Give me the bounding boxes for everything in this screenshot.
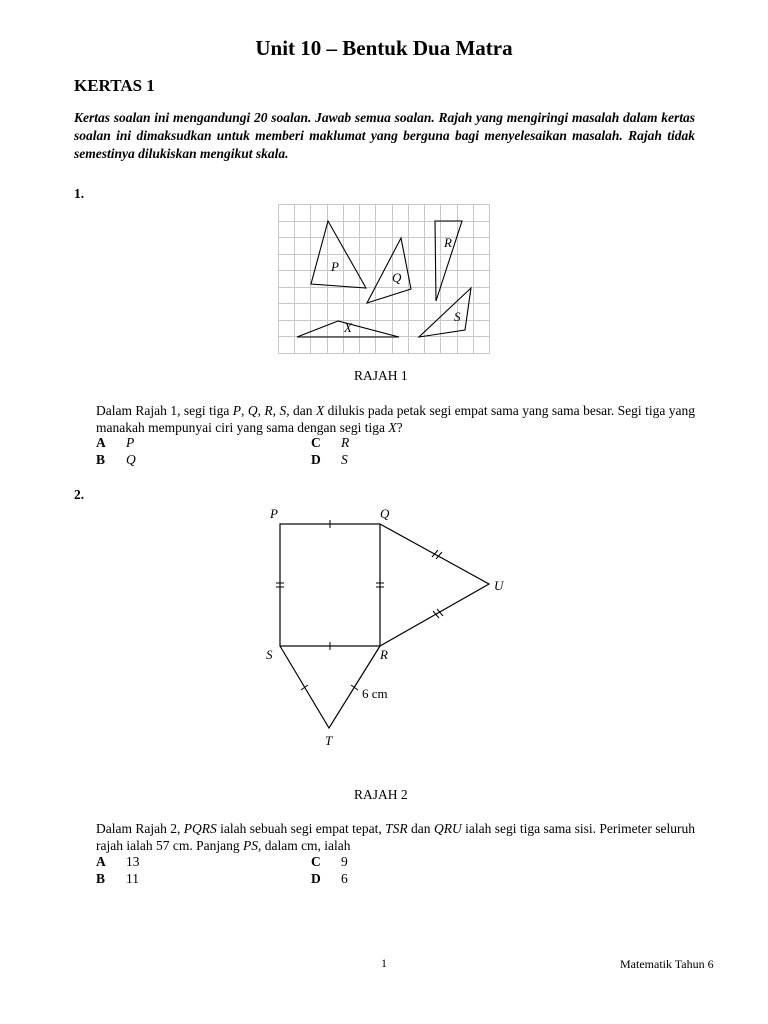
triangle-qru	[380, 524, 489, 646]
label-r: R	[380, 647, 388, 662]
label-p: P	[331, 259, 339, 274]
label-s: S	[266, 647, 273, 662]
label-length: 6 cm	[362, 686, 388, 701]
question-2-number: 2.	[74, 487, 85, 502]
triangle-s	[419, 288, 471, 337]
label-q: Q	[392, 270, 402, 285]
option-1b[interactable]: B Q	[96, 452, 136, 467]
figure-rajah-1	[278, 204, 492, 356]
option-1a[interactable]: A P	[96, 435, 135, 450]
question-1-text: Dalam Rajah 1, segi tiga P, Q, R, S, dan X dilukis pada petak segi empat sama yang sama besar. Segi tiga yang manakah mempunyai ciri yang sama dengan segi tiga X?	[96, 403, 695, 435]
question-2-text: Dalam Rajah 2, PQRS ialah sebuah segi empat tepat, TSR dan QRU ialah segi tiga sama sisi. Perimeter seluruh rajah ialah 57 cm. Panjang PS, dalam cm, ialah	[96, 821, 695, 853]
question-1-number: 1.	[74, 186, 85, 201]
page-title: Unit 10 – Bentuk Dua Matra	[255, 36, 513, 60]
section-heading: KERTAS 1	[74, 76, 155, 95]
option-2b[interactable]: B 11	[96, 871, 139, 886]
option-2c[interactable]: C 9	[311, 854, 348, 869]
label-x: X	[344, 320, 352, 335]
label-t: T	[325, 733, 333, 748]
footer-book-title: Matematik Tahun 6	[620, 957, 714, 971]
figure-2-caption: RAJAH 2	[354, 787, 408, 802]
figure-rajah-2	[256, 502, 516, 752]
label-u: U	[494, 578, 504, 593]
label-p: P	[270, 506, 278, 521]
page-number: 1	[381, 958, 387, 970]
label-r: R	[444, 235, 452, 250]
label-s: S	[454, 309, 461, 324]
option-1d[interactable]: D S	[311, 452, 348, 467]
instructions: Kertas soalan ini mengandungi 20 soalan. Jawab semua soalan. Rajah yang mengiringi masalah dalam kertas soalan ini dimaksudkan untuk memberi maklumat yang berguna bagi menyelesaikan masalah. Rajah tidak semestinya dilukiskan mengikut skala.	[74, 110, 695, 161]
option-2a[interactable]: A 13	[96, 854, 140, 869]
label-q: Q	[380, 506, 390, 521]
rectangle-pqrs	[280, 524, 380, 646]
option-2d[interactable]: D 6	[311, 871, 348, 886]
figure-1-caption: RAJAH 1	[354, 368, 408, 383]
option-1c[interactable]: C R	[311, 435, 350, 450]
